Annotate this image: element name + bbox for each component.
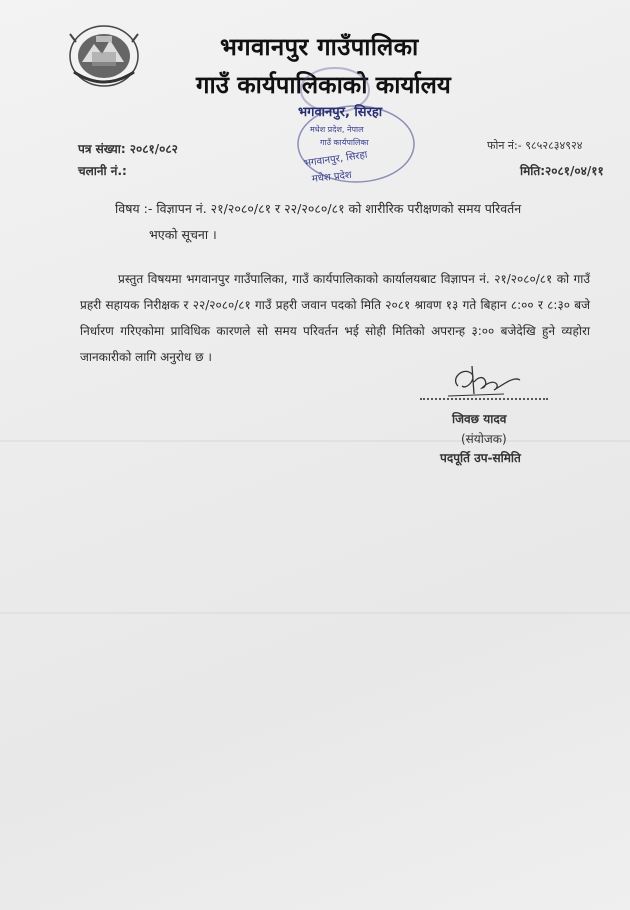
signatory-committee: पदपूर्ति उप-समिति: [440, 451, 521, 465]
signature-line: [420, 398, 548, 400]
office-stamp: [290, 100, 420, 190]
stamp-line-5: मधेश प्रदेश: [311, 169, 353, 185]
dispatch-number: चलानी नं.:: [78, 164, 127, 178]
municipality-title: भगवानपुर गाउँपालिका: [220, 33, 419, 61]
subject-text-2: भएको सूचना ।: [149, 227, 217, 242]
handwritten-signature: [444, 356, 524, 400]
letter-number: पत्र संख्या: २०८१/०८२: [78, 142, 178, 156]
stamp-line-1: भगवानपुर, सिरहा: [298, 105, 383, 120]
stamp-line-4: भगवानपुर, सिरहा: [303, 149, 369, 170]
nepal-emblem-icon: [66, 22, 142, 90]
stamp-line-3: गाउँ कार्यपालिका: [320, 138, 369, 147]
paper-fold: [0, 612, 630, 614]
notice-body: प्रस्तुत विषयमा भगवानपुर गाउँपालिका, गाउँ कार्यपालिकाको कार्यालयबाट विज्ञापन नं. २१/२०८०/८१ को गाउँ प्रहरी सहायक निरीक्षक र २२/२०८०/८१ गाउँ प्रहरी जवान पदको मिति २०८१ श्रावण १३ गते बिहान ८:०० र ८:३० बजे निर्धारण गरिएकोमा प्राविधिक कारणले सो समय परिवर्तन भई सोही मितिको अपरान्ह ३:०० बजेदेखि हुने व्यहोरा जानकारीको लागि अनुरोध छ ।: [80, 272, 590, 364]
paper-fold: [0, 440, 630, 442]
stamp-line-2: मधेश प्रदेश, नेपाल: [310, 125, 364, 134]
subject-line: [115, 196, 605, 248]
signatory-role: (संयोजक): [461, 432, 507, 446]
signatory-name: जिवछ यादव: [452, 412, 507, 426]
phone-number: फोन नं:- ९८५२८३४९२४: [487, 139, 583, 152]
subject-text-1: विषय :- विज्ञापन नं. २१/२०८०/८१ र २२/२०८०/८१ को शारीरिक परीक्षणको समय परिवर्तन: [115, 201, 522, 216]
letter-date: मिति:२०८१/०४/११: [520, 164, 604, 178]
office-title: गाउँ कार्यपालिकाको कार्यालय: [196, 71, 451, 99]
